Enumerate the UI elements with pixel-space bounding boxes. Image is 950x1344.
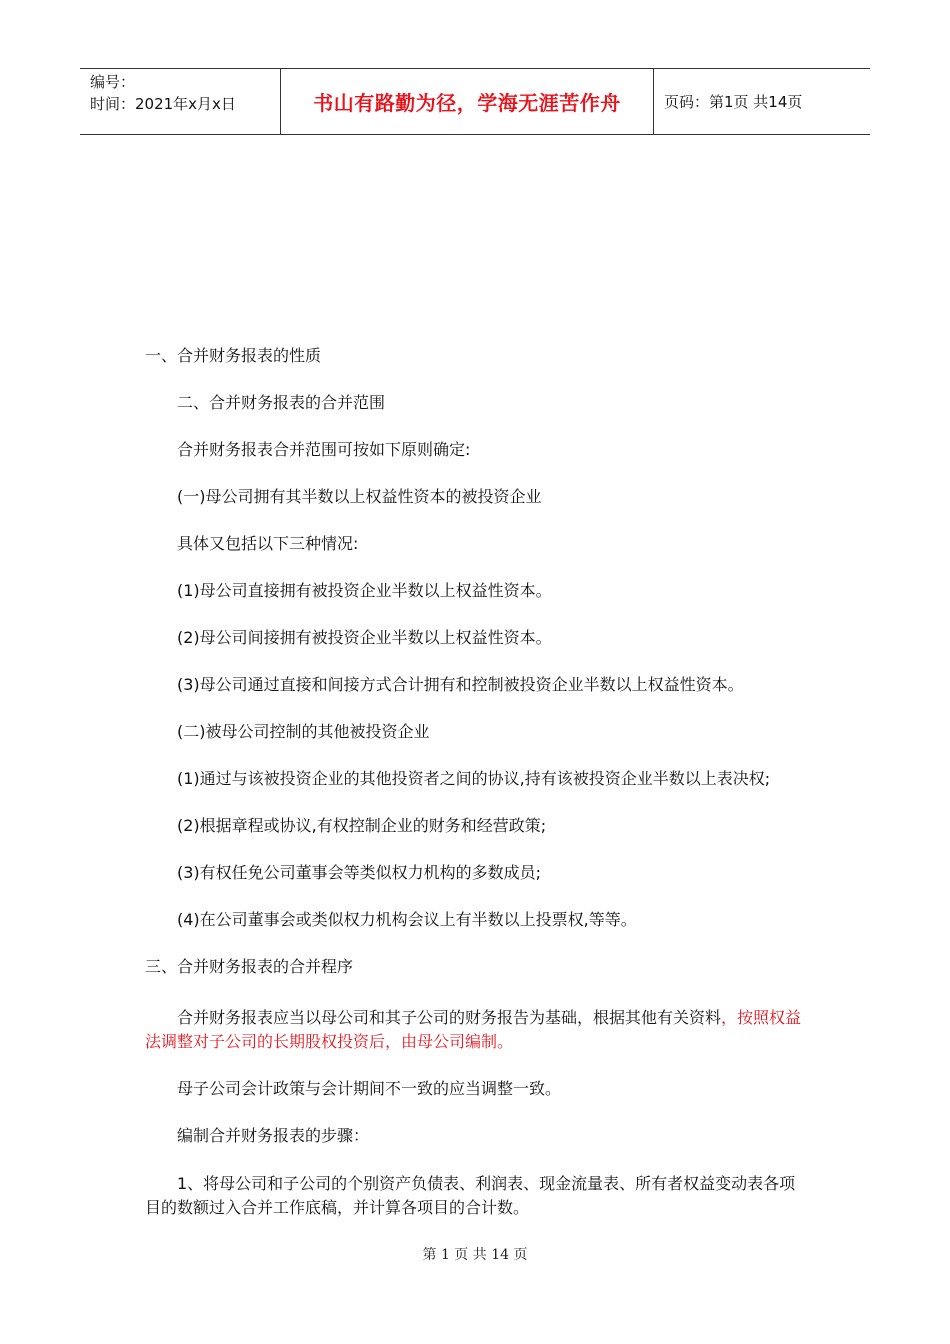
paragraph: 具体又包括以下三种情况: [177, 534, 359, 553]
highlighted-text: ，按照权益法调整对子公司的长期股权投资后，由母公司编制。 [145, 1008, 802, 1051]
list-item: (1)通过与该被投资企业的其他投资者之间的协议,持有该被投资企业半数以上表决权; [177, 769, 771, 788]
document-header [80, 68, 870, 135]
header-meta [80, 69, 281, 134]
list-item: (4)在公司董事会或类似权力机构会议上有半数以上投票权,等等。 [177, 910, 637, 929]
number-label: 编号： [90, 73, 136, 91]
time-label: 时间：2021年x月x日 [90, 95, 236, 113]
list-item: (3)母公司通过直接和间接方式合计拥有和控制被投资企业半数以上权益性资本。 [177, 675, 744, 694]
header-page-cell [654, 69, 870, 134]
section-heading: 三、合并财务报表的合并程序 [145, 957, 354, 976]
section-heading: 一、合并财务报表的性质 [145, 346, 322, 365]
motto: 书山有路勤为径，学海无涯苦作舟 [313, 91, 621, 115]
paragraph-text: 合并财务报表应当以母公司和其子公司的财务报告为基础，根据其他有关资料 [177, 1008, 722, 1027]
paragraph: (一)母公司拥有其半数以上权益性资本的被投资企业 [177, 487, 542, 506]
header-motto-cell [281, 69, 654, 134]
paragraph: 母子公司会计政策与会计期间不一致的应当调整一致。 [177, 1079, 562, 1098]
section-heading: 二、合并财务报表的合并范围 [177, 393, 386, 412]
paragraph: 编制合并财务报表的步骤： [177, 1126, 370, 1145]
paragraph: 合并财务报表合并范围可按如下原则确定: [177, 440, 471, 459]
list-item: (2)根据章程或协议,有权控制企业的财务和经营政策; [177, 816, 547, 835]
paragraph [145, 1006, 805, 1054]
paragraph: 1、将母公司和子公司的个别资产负债表、利润表、现金流量表、所有者权益变动表各项目的数额过入合并工作底稿，并计算各项目的合计数。 [145, 1174, 796, 1217]
list-item: (1)母公司直接拥有被投资企业半数以上权益性资本。 [177, 581, 552, 600]
paragraph: (二)被母公司控制的其他被投资企业 [177, 722, 430, 741]
page-label: 页码：第1页 共14页 [664, 93, 803, 111]
list-item: (3)有权任免公司董事会等类似权力机构的多数成员; [177, 863, 542, 882]
list-item: (2)母公司间接拥有被投资企业半数以上权益性资本。 [177, 628, 552, 647]
page-footer: 第 1 页 共 14 页 [422, 1247, 528, 1263]
